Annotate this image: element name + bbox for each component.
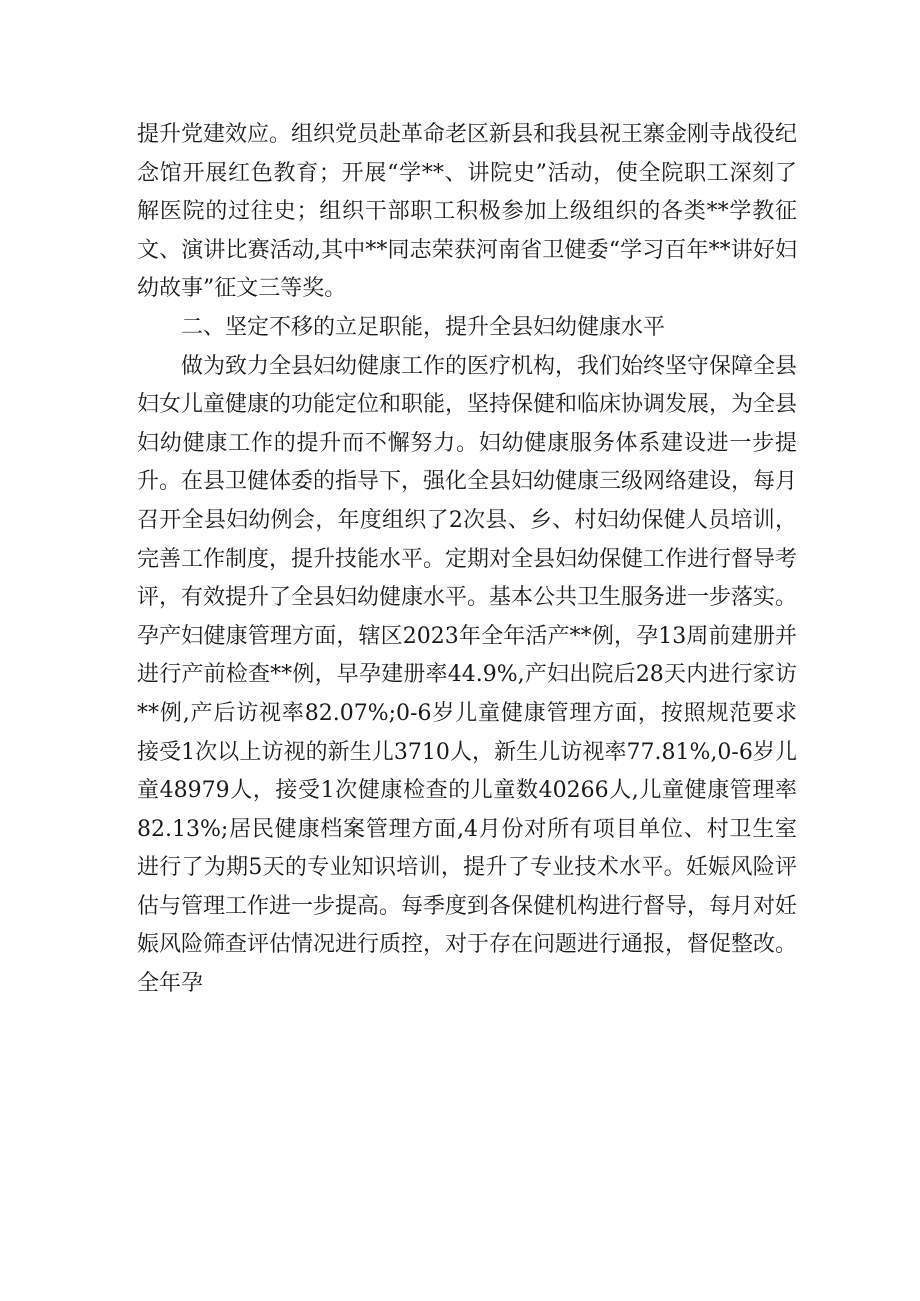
section-heading-two: 二、坚定不移的立足职能，提升全县妇幼健康水平 [181,314,666,340]
paragraph-party-building: 提升党建效应。组织党员赴革命老区新县和我县祝王寨金刚寺战役纪念馆开展红色教育；开展“学**、讲院史”活动，使全院职工深刻了解医院的过往史；组织干部职工积极参加上级组织的各类**学教征文、演讲比赛活动,其中**同志荣获河南省卫健委“学习百年**讲好妇幼故事”征文三等奖。 [137,122,798,302]
document-body [137,116,797,1004]
paragraph-maternal-child-health: 做为致力全县妇幼健康工作的医疗机构，我们始终坚守保障全县妇女儿童健康的功能定位和职能，坚持保健和临床协调发展，为全县妇幼健康工作的提升而不懈努力。妇幼健康服务体系建设进一步提升。在县卫健体委的指导下，强化全县妇幼健康三级网络建设，每月召开全县妇幼例会，年度组织了2次县、乡、村妇幼保健人员培训，完善工作制度，提升技能水平。定期对全县妇幼保健工作进行督导考评，有效提升了全县妇幼健康水平。基本公共卫生服务进一步落实。孕产妇健康管理方面，辖区2023年全年活产**例，孕13周前建册并进行产前检查**例，早孕建册率44.9%,产妇出院后28天内进行家访**例,产后访视率82.07%;0-6岁儿童健康管理方面，按照规范要求接受1次以上访视的新生儿3710人，新生儿访视率77.81%,0-6岁儿童48979人，接受1次健康检查的儿童数40266人,儿童健康管理率82.13%;居民健康档案管理方面,4月份对所有项目单位、村卫生室进行了为期5天的专业知识培训，提升了专业技术水平。妊娠风险评估与管理工作进一步提高。每季度到各保健机构进行督导，每月对妊娠风险筛查评估情况进行质控，对于存在问题进行通报，督促整改。全年孕 [137,353,798,997]
